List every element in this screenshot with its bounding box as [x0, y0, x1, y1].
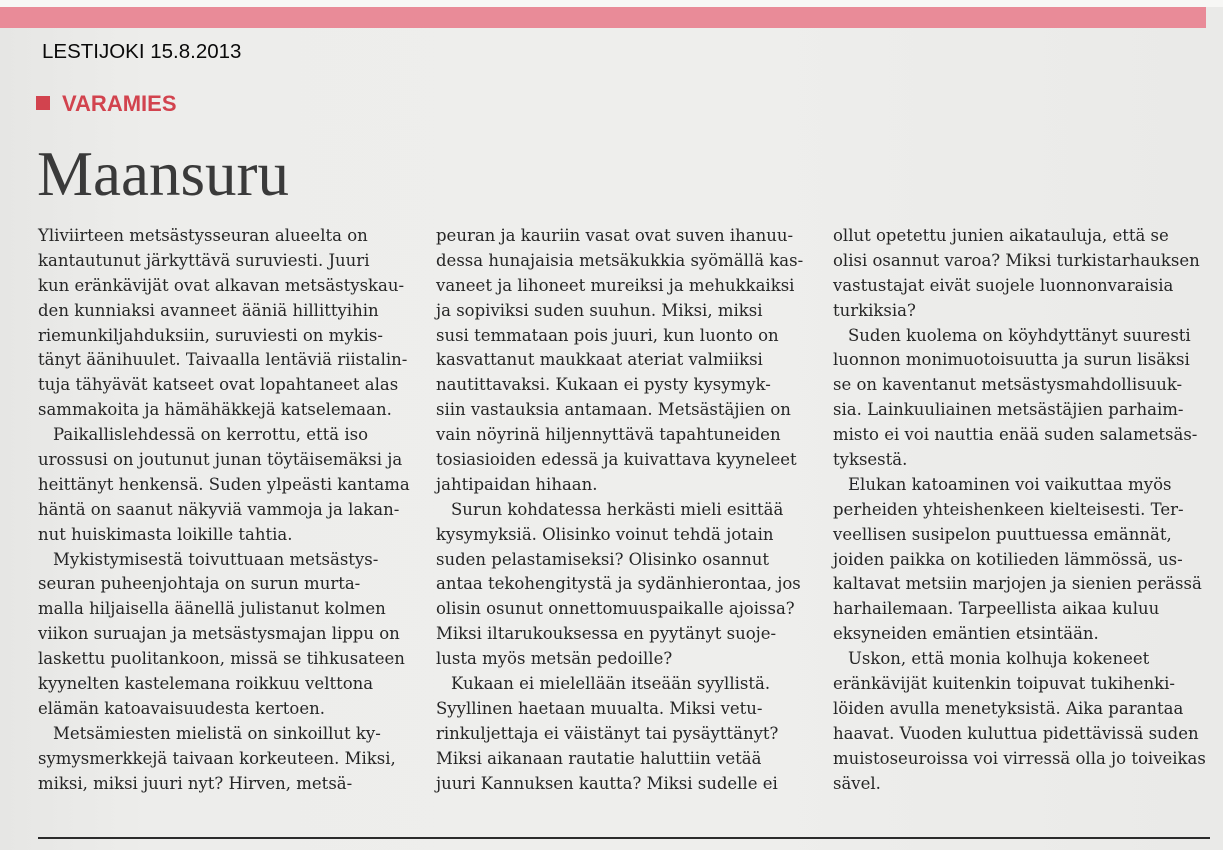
paragraph — [833, 647, 1207, 796]
page-top-margin — [0, 0, 1223, 7]
text-line: löiden avulla menetyksistä. Aika parantaa — [833, 698, 1184, 718]
text-line: olisin osunut onnettomuuspaikalle ajoissa? — [436, 599, 795, 619]
text-line: tosiasioiden edessä ja kuivattava kyyneleet — [436, 450, 797, 470]
article-title: Maansuru — [37, 139, 289, 209]
text-line: eksyneiden emäntien etsintään. — [833, 624, 1099, 644]
bottom-divider — [38, 837, 1210, 839]
text-line: vastustajat eivät suojele luonnonvaraisia — [833, 275, 1174, 295]
paragraph — [38, 548, 410, 722]
text-line: misto ei voi nauttia enää suden salametsäs- — [833, 425, 1198, 445]
text-line: nut huiskimasta loikille tahtia. — [38, 524, 293, 544]
text-line: nautittavaksi. Kukaan ei pysty kysymyk- — [436, 375, 771, 395]
source-date-label: LESTIJOKI 15.8.2013 — [42, 40, 242, 63]
text-line: vaneet ja lihoneet mureiksi ja mehukkaiksi — [436, 275, 795, 295]
text-line: malla hiljaisella äänellä julistanut kolmen — [38, 599, 386, 619]
text-line: Surun kohdatessa herkästi mieli esittää — [451, 499, 784, 519]
text-line: Mykistymisestä toivuttuaan metsästys- — [53, 549, 379, 569]
text-line: antaa tekohengitystä ja sydänhierontaa, jos — [436, 574, 801, 594]
text-line: seuran puheenjohtaja on surun murta- — [38, 574, 361, 594]
text-line: kysymyksiä. Olisinko voinut tehdä jotain — [436, 524, 774, 544]
article-column — [833, 224, 1207, 796]
paragraph — [436, 224, 806, 498]
text-line: vain nöyrinä hiljennyttävä tapahtuneiden — [436, 425, 781, 445]
text-line: kyynelten kastelemana roikkuu velttona — [38, 674, 374, 694]
text-line: Syyllinen haetaan muualta. Miksi vetu- — [436, 698, 763, 718]
paragraph — [833, 224, 1207, 324]
text-line: rinkuljettaja ei väistänyt tai pysäyttänyt? — [436, 723, 779, 743]
page-top-color-bar — [0, 7, 1206, 28]
text-line: Kukaan ei mielellään itseään syyllistä. — [451, 674, 771, 694]
text-line: Paikallislehdessä on kerrottu, että iso — [53, 425, 369, 445]
text-line: Miksi iltarukouksessa en pyytänyt suoje- — [436, 624, 777, 644]
text-line: joiden paikka on kotilieden lämmössä, us- — [833, 549, 1183, 569]
text-line: harhailemaan. Tarpeellista aikaa kuluu — [833, 599, 1160, 619]
text-line: tuja tähyävät katseet ovat lopahtaneet alas — [38, 375, 399, 395]
section-square-icon — [36, 96, 50, 110]
text-line: heittänyt henkensä. Suden ylpeästi kantama — [38, 474, 410, 494]
text-line: juuri Kannuksen kautta? Miksi sudelle ei — [436, 773, 778, 793]
text-line: häntä on saanut näkyviä vammoja ja lakan- — [38, 499, 400, 519]
text-line: Elukan katoaminen voi vaikuttaa myös — [848, 474, 1172, 494]
text-line: kantautunut järkyttävä suruviesti. Juuri — [38, 250, 370, 270]
text-line: riemunkiljahduksiin, suruviesti on mykis- — [38, 325, 383, 345]
text-line: den kunniaksi avanneet ääniä hillittyihin — [38, 300, 379, 320]
text-line: viikon suruajan ja metsästysmajan lippu on — [38, 624, 400, 644]
text-line: kasvattanut maukkaat ateriat valmiiksi — [436, 350, 763, 370]
paragraph — [436, 498, 806, 672]
text-line: siin vastauksia antamaan. Metsästäjien on — [436, 400, 791, 420]
text-line: Metsämiesten mielistä on sinkoillut ky- — [53, 723, 381, 743]
text-line: symysmerkkejä taivaan korkeuteen. Miksi, — [38, 748, 396, 768]
text-line: se on kaventanut metsästysmahdollisuuk- — [833, 375, 1183, 395]
text-line: ja sopiviksi suden suuhun. Miksi, miksi — [436, 300, 763, 320]
text-line: miksi, miksi juuri nyt? Hirven, metsä- — [38, 773, 353, 793]
text-line: haavat. Vuoden kuluttua pidettävissä suden — [833, 723, 1199, 743]
text-line: jahtipaidan hihaan. — [436, 474, 598, 494]
paragraph — [38, 423, 410, 547]
paragraph — [833, 473, 1207, 647]
text-line: lusta myös metsän pedoille? — [436, 649, 673, 669]
text-line: elämän katoavaisuudesta kertoen. — [38, 698, 325, 718]
text-line: sävel. — [833, 773, 881, 793]
text-line: turkiksia? — [833, 300, 916, 320]
text-line: laskettu puolitankoon, missä se tihkusateen — [38, 649, 405, 669]
text-line: eränkävijät kuitenkin toipuvat tukihenki- — [833, 674, 1175, 694]
text-line: suden pelastamiseksi? Olisinko osannut — [436, 549, 770, 569]
text-line: tänyt äänihuulet. Taivaalla lentäviä riistalin- — [38, 350, 408, 370]
text-line: Suden kuolema on köyhdyttänyt suuresti — [848, 325, 1191, 345]
text-line: ollut opetettu junien aikatauluja, että se — [833, 226, 1169, 245]
text-line: peuran ja kauriin vasat ovat suven ihanuu- — [436, 226, 794, 245]
text-line: Yliviirteen metsästysseuran alueelta on — [38, 226, 368, 245]
text-line: susi temmataan pois juuri, kun luonto on — [436, 325, 779, 345]
text-line: Miksi aikanaan rautatie haluttiin vetää — [436, 748, 762, 768]
paragraph — [436, 672, 806, 796]
article-column — [436, 224, 806, 796]
text-line: sia. Lainkuuliainen metsästäjien parhaim- — [833, 400, 1184, 420]
text-line: tyksestä. — [833, 450, 908, 470]
paragraph — [38, 722, 410, 797]
text-line: Uskon, että monia kolhuja kokeneet — [848, 649, 1150, 669]
text-line: kaltavat metsiin marjojen ja sienien perässä — [833, 574, 1202, 594]
text-line: olisi osannut varoa? Miksi turkistarhauksen — [833, 250, 1200, 270]
text-line: perheiden yhteishenkeen kielteisesti. Ter- — [833, 499, 1184, 519]
text-line: muistoseuroissa voi virressä olla jo toiveikas — [833, 748, 1206, 768]
section-label: VARAMIES — [62, 91, 177, 116]
text-line: kun eränkävijät ovat alkavan metsästyskau- — [38, 275, 405, 295]
text-line: sammakoita ja hämähäkkejä katselemaan. — [38, 400, 392, 420]
paragraph — [833, 324, 1207, 473]
article-column — [38, 224, 410, 796]
text-line: veellisen susipelon puuttuessa emännät, — [833, 524, 1172, 544]
text-line: luonnon monimuotoisuutta ja surun lisäksi — [833, 350, 1190, 370]
text-line: dessa hunajaisia metsäkukkia syömällä kas- — [436, 250, 804, 270]
text-line: urossusi on joutunut junan töytäisemäksi ja — [38, 450, 403, 470]
paragraph — [38, 224, 410, 423]
